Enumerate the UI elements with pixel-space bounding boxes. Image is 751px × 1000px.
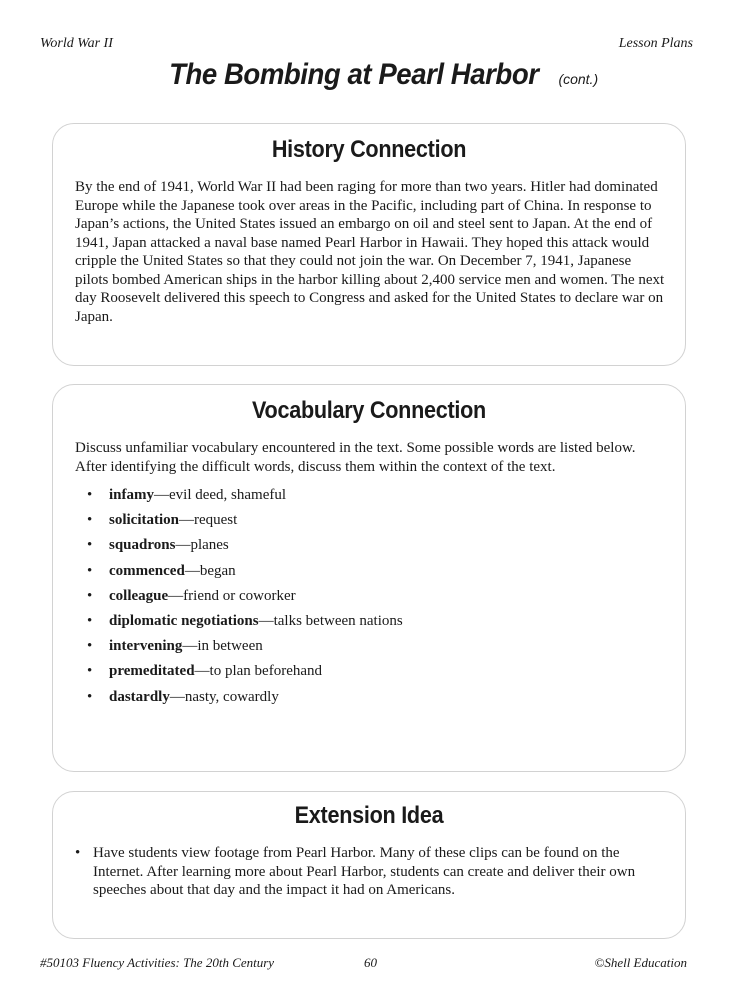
vocab-definition: —nasty, cowardly [169, 688, 279, 705]
vocab-definition: —evil deed, shameful [154, 487, 287, 503]
list-item [87, 662, 685, 687]
list-item [87, 536, 685, 561]
page-number: 60 [364, 955, 377, 970]
list-item [75, 844, 665, 900]
bullet-glyph: • [87, 487, 93, 503]
bullet-glyph: • [87, 663, 93, 680]
vocab-term: commenced [109, 562, 185, 579]
vocab-term: squadrons [109, 537, 176, 554]
vocabulary-panel [52, 384, 686, 772]
footer-copyright: ©Shell Education [594, 955, 687, 970]
list-item [87, 486, 685, 511]
vocab-term: diplomatic negotiations [109, 612, 259, 629]
vocab-definition: —in between [182, 638, 263, 655]
vocab-term: premeditated [109, 663, 195, 680]
vocab-definition: —talks between nations [258, 612, 403, 629]
page-title: The Bombing at Pearl Harbor [168, 58, 539, 91]
footer-publication: #50103 Fluency Activities: The 20th Century [40, 955, 275, 970]
list-item [87, 688, 685, 713]
vocab-term: dastardly [109, 688, 170, 705]
extension-panel [52, 791, 686, 939]
extension-text: Have students view footage from Pearl Harbor. Many of these clips can be found on the Internet. After learning more about Pearl Harbor, students can create and deliver their own speeches about that day and the impact it had on Americans. [93, 845, 636, 898]
bullet-glyph: • [75, 845, 81, 861]
vocab-definition: —to plan beforehand [194, 663, 323, 680]
vocabulary-heading: Vocabulary Connection [252, 397, 486, 424]
list-item [87, 562, 685, 587]
list-item [87, 587, 685, 612]
bullet-glyph: • [87, 587, 93, 604]
history-heading: History Connection [271, 136, 467, 163]
vocab-definition: —request [179, 512, 238, 529]
header-section: Lesson Plans [618, 36, 693, 51]
bullet-glyph: • [87, 537, 93, 554]
vocab-definition: —planes [175, 537, 229, 554]
vocab-term: intervening [109, 638, 183, 655]
bullet-glyph: • [87, 612, 93, 629]
vocabulary-list [87, 486, 685, 713]
list-item [87, 511, 685, 536]
vocabulary-intro: Discuss unfamiliar vocabulary encountered in the text. Some possible words are listed below. After identifying the difficult words, discuss them within the context of the text. [75, 440, 636, 475]
list-item [87, 637, 685, 662]
history-text: By the end of 1941, World War II had been raging for more than two years. Hitler had dominated Europe while the Japanese took over areas in the Pacific, including part of China. In response to Japan’s actions, the United States issued an embargo on oil and steel sent to Japan. At the end of 1941, Japan attacked a naval base named Pearl Harbor in Hawaii. They hoped this attack would cripple the United States so that they could not join the war. On December 7, 1941, Japanese pilots bombed American ships in the harbor killing about 2,400 service men and women. The next day Roosevelt delivered this speech to Congress and asked for the United States to declare war on Japan. [75, 179, 665, 325]
page-title-row [0, 58, 751, 92]
title-suffix: (cont.) [558, 71, 599, 87]
extension-heading: Extension Idea [294, 802, 444, 829]
list-item [87, 612, 685, 637]
bullet-glyph: • [87, 688, 93, 705]
vocab-term: infamy [109, 487, 154, 503]
bullet-glyph: • [87, 562, 93, 579]
history-panel [52, 123, 686, 366]
vocab-definition: —friend or coworker [168, 587, 296, 604]
vocab-term: colleague [109, 587, 169, 604]
vocab-definition: —began [184, 562, 236, 579]
bullet-glyph: • [87, 638, 93, 655]
header-series: World War II [40, 36, 113, 51]
vocab-term: solicitation [109, 512, 179, 529]
bullet-glyph: • [87, 512, 93, 529]
